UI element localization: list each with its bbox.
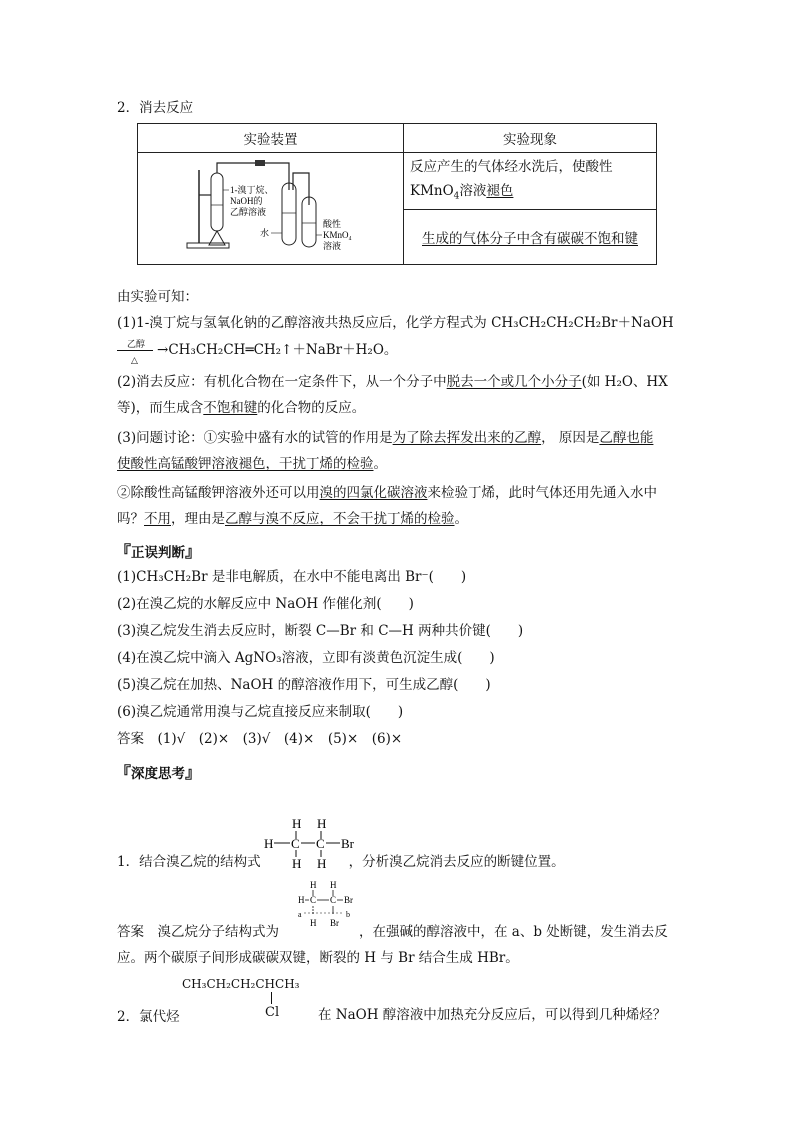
atom-h-left: H bbox=[264, 836, 274, 851]
apparatus-label-3: 乙醇溶液 bbox=[230, 206, 267, 217]
acid-label-1: 酸性 bbox=[323, 218, 342, 229]
judge-item-1: (1)CH₃CH₂Br 是非电解质，在水中不能电离出 Br⁻( ) bbox=[117, 569, 467, 585]
paragraph-3-line1: (3)问题讨论：①实验中盛有水的试管的作用是为了除去挥发出来的乙醇， 原因是乙醇也能 bbox=[117, 430, 654, 446]
small-h-top-1: H bbox=[310, 880, 317, 890]
intro-text: 由实验可知： bbox=[117, 289, 198, 305]
atom-h-bottom-2: H bbox=[317, 856, 327, 870]
chloro-formula: CH₃CH₂CH₂CHCH₃ bbox=[182, 977, 300, 991]
question-2-label: 2．氯代烃 bbox=[117, 1009, 180, 1025]
section-heading: 2．消去反应 bbox=[117, 100, 194, 116]
atom-c-1: C bbox=[291, 836, 300, 851]
deep-thinking-title: 『深度思考』 bbox=[115, 763, 202, 782]
judge-item-5: (5)溴乙烷在加热、NaOH 的醇溶液作用下，可生成乙醇( ) bbox=[117, 677, 491, 693]
acid-label-2: KMnO₄ bbox=[323, 229, 352, 240]
answer-1-line2: 应。两个碳原子间形成碳碳双键，断裂的 H 与 Br 结合生成 HBr。 bbox=[117, 950, 519, 966]
observation-2: 生成的气体分子中含有碳碳不饱和键 bbox=[404, 210, 657, 265]
apparatus-diagram bbox=[139, 155, 401, 263]
apparatus-label-1: 1-溴丁烷、 bbox=[230, 184, 274, 195]
apparatus-label-2: NaOH的 bbox=[230, 195, 263, 206]
judge-item-6: (6)溴乙烷通常用溴与乙烷直接反应来制取( ) bbox=[117, 704, 404, 720]
reaction-condition-arrow: 乙醇 △ bbox=[117, 341, 157, 361]
acid-label-3: 溶液 bbox=[323, 240, 342, 251]
break-point-b: b bbox=[346, 910, 350, 919]
judge-item-4: (4)在溴乙烷中滴入 AgNO₃溶液，立即有淡黄色沉淀生成( ) bbox=[117, 650, 495, 666]
atom-br: Br bbox=[341, 836, 354, 851]
paragraph-2-line1: (2)消去反应：有机化合物在一定条件下，从一个分子中脱去一个或几个小分子(如 H₂O、HX bbox=[117, 374, 668, 390]
small-h-left: H bbox=[298, 895, 305, 905]
small-c-2: C bbox=[330, 895, 337, 905]
observation-1-line1: 反应产生的气体经水洗后，使酸性 bbox=[410, 159, 613, 175]
question-2-text: 在 NaOH 醇溶液中加热充分反应后，可以得到几种烯烃？ bbox=[318, 1007, 667, 1023]
chloro-atom: Cl bbox=[265, 1005, 280, 1020]
paragraph-2-line2: 等)，而生成含不饱和键的化合物的反应。 bbox=[117, 400, 366, 416]
small-h-top-2: H bbox=[330, 880, 337, 890]
col-header-apparatus: 实验装置 bbox=[138, 124, 404, 153]
paragraph-1-line1: (1)1-溴丁烷与氢氧化钠的乙醇溶液共热反应后，化学方程式为 CH₃CH₂CH₂CH₂Br＋NaOH bbox=[117, 315, 674, 331]
small-br-bottom: Br bbox=[330, 918, 339, 928]
paragraph-4-line2: 吗？不用，理由是乙醇与溴不反应，不会干扰丁烯的检验。 bbox=[117, 511, 468, 527]
judge-answer: 答案 (1)√ (2)× (3)√ (4)× (5)× (6)× bbox=[117, 731, 403, 747]
judge-item-2: (2)在溴乙烷的水解反应中 NaOH 作催化剂( ) bbox=[117, 596, 414, 612]
judge-section-title: 『正误判断』 bbox=[115, 542, 202, 561]
atom-h-top-1: H bbox=[292, 816, 302, 831]
atom-h-top-2: H bbox=[317, 816, 327, 831]
judge-item-3: (3)溴乙烷发生消去反应时，断裂 C—Br 和 C—H 两种共价键( ) bbox=[117, 623, 524, 639]
col-header-phenomenon: 实验现象 bbox=[404, 124, 657, 153]
small-br: Br bbox=[344, 895, 353, 905]
small-h-bottom: H bbox=[310, 918, 317, 928]
reaction-tube bbox=[211, 173, 223, 231]
atom-c-2: C bbox=[316, 836, 325, 851]
atom-h-bottom-1: H bbox=[292, 856, 302, 870]
experiment-table bbox=[137, 123, 657, 265]
break-point-a: a bbox=[298, 910, 302, 919]
observation-1 bbox=[404, 153, 657, 210]
small-c-1: C bbox=[310, 895, 317, 905]
question-1: 1．结合溴乙烷的结构式 ，分析溴乙烷消去反应的断键位置。 bbox=[117, 854, 565, 870]
paragraph-4-line1: ②除酸性高锰酸钾溶液外还可以用溴的四氯化碳溶液来检验丁烯，此时气体还用先通入水中 bbox=[117, 485, 657, 501]
answer-1-line1: 答案 溴乙烷分子结构式为 ，在强碱的醇溶液中，在 a、b 处断键，发生消去反 bbox=[117, 924, 668, 940]
apparatus-cell bbox=[138, 153, 404, 265]
water-tube bbox=[282, 183, 296, 245]
observation-1-line2: KMnO$_4$溶液褪色 bbox=[410, 183, 514, 202]
water-label: 水 bbox=[260, 227, 270, 238]
paragraph-3-line2: 使酸性高锰酸钾溶液褪色，干扰丁烯的检验。 bbox=[117, 456, 387, 472]
chloro-bond bbox=[271, 992, 272, 1004]
paragraph-1-line2: 乙醇 △ →CH₃CH₂CH═CH₂↑＋NaBr＋H₂O。 bbox=[117, 340, 397, 361]
